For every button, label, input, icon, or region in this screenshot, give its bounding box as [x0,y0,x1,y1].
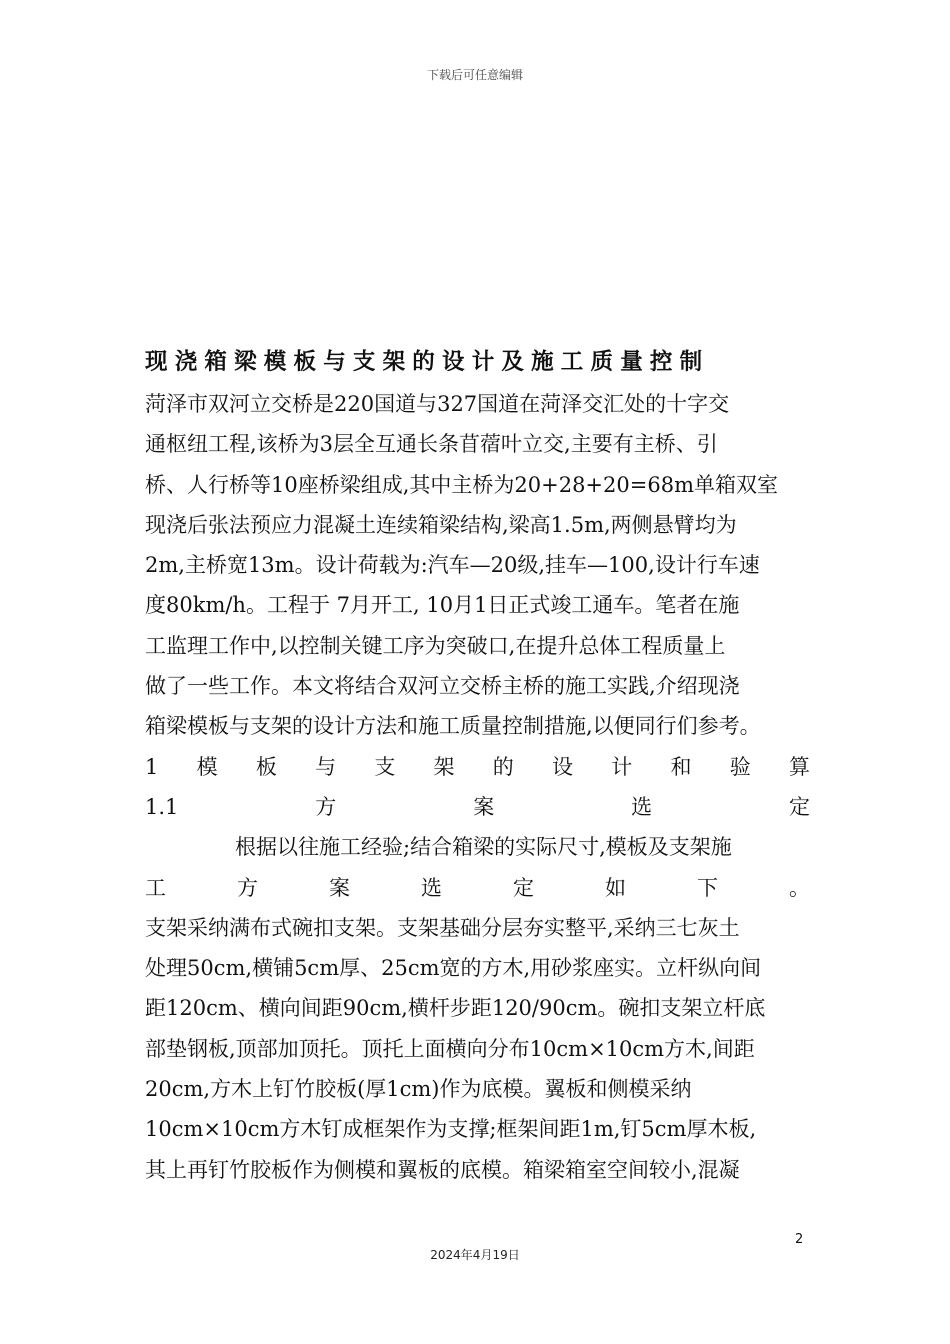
body-char: 如 [605,875,626,900]
section-heading-1 [145,747,810,787]
body-line-justified [145,868,810,908]
body-char: 选 [421,875,442,900]
body-line: 根据以往施工经验;结合箱梁的实际尺寸,模板及支架施 [235,835,732,860]
heading-char: 验 [729,754,751,779]
body-line: 工监理工作中,以控制关键工序为突破口,在提升总体工程质量上 [145,633,726,658]
body-line: 菏泽市双河立交桥是220国道与327国道在菏泽交汇处的十字交 [145,392,730,416]
heading-char: 的 [492,754,514,779]
body-char: 定 [513,875,534,900]
heading-char: 设 [552,754,574,779]
body-line: 部垫钢板,顶部加顶托。顶托上面横向分布10cm×10cm方木,间距 [145,1036,755,1061]
body-char: 案 [329,875,350,900]
body-char: 下 [697,875,718,900]
body-char: 工 [145,875,166,900]
heading-char: 板 [255,754,277,779]
body-line: 其上再钉竹胶板作为侧模和翼板的底模。箱梁箱室空间较小,混凝 [145,1157,740,1182]
body-line: 度80km/h。工程于 7月开工, 10月1日正式竣工通车。笔者在施 [145,593,740,618]
body-line: 2m,主桥宽13m。设计荷载为:汽车—20级,挂车—100,设计行车速 [145,553,760,578]
body-line: 处理50cm,横铺5cm厚、25cm宽的方木,用砂浆座实。立杆纵向间 [145,956,762,981]
page-footer-date: 2024年4月19日 [430,1248,520,1262]
heading-char: 1.1 [145,794,179,819]
heading-char: 方 [315,794,337,819]
body-line: 10cm×10cm方木钉成框架作为支撑;框架间距1m,钉5cm厚木板, [145,1117,757,1142]
body-line: 箱梁模板与支架的设计方法和施工质量控制措施,以便同行们参考。 [145,714,761,739]
document-title: 现浇箱梁模板与支架的设计及施工质量控制 [145,349,710,375]
body-char: 方 [237,875,258,900]
page-header: 下载后可任意编辑 [426,68,523,82]
body-line: 桥、人行桥等10座桥梁组成,其中主桥为20+28+20=68m单箱双室 [145,472,778,497]
heading-char: 计 [611,754,633,779]
page-number: 2 [795,1232,804,1247]
heading-char: 案 [473,794,495,819]
body-line: 通枢纽工程,该桥为3层全互通长条苜蓿叶立交,主要有主桥、引 [145,432,718,457]
heading-char: 和 [670,754,692,779]
heading-char: 架 [433,754,455,779]
heading-char: 1 [145,754,159,779]
section-heading-1-1 [145,787,810,827]
document-body [145,384,810,1190]
heading-char: 选 [631,794,653,819]
heading-char: 模 [196,754,218,779]
body-line: 支架采纳满布式碗扣支架。支架基础分层夯实整平,采纳三七灰土 [145,915,740,940]
body-char: 。 [789,875,810,900]
body-line: 距120cm、横向间距90cm,横杆步距120/90cm。碗扣支架立杆底 [145,996,766,1021]
body-line: 现浇后张法预应力混凝土连续箱梁结构,梁高1.5m,两侧悬臂均为 [145,512,737,537]
body-line: 做了一些工作。本文将结合双河立交桥主桥的施工实践,介绍现浇 [145,674,740,699]
heading-char: 与 [315,754,337,779]
heading-char: 算 [788,754,810,779]
heading-char: 支 [374,754,396,779]
body-line: 20cm,方木上钉竹胶板(厚1cm)作为底模。翼板和侧模采纳 [145,1077,692,1102]
heading-char: 定 [788,794,810,819]
